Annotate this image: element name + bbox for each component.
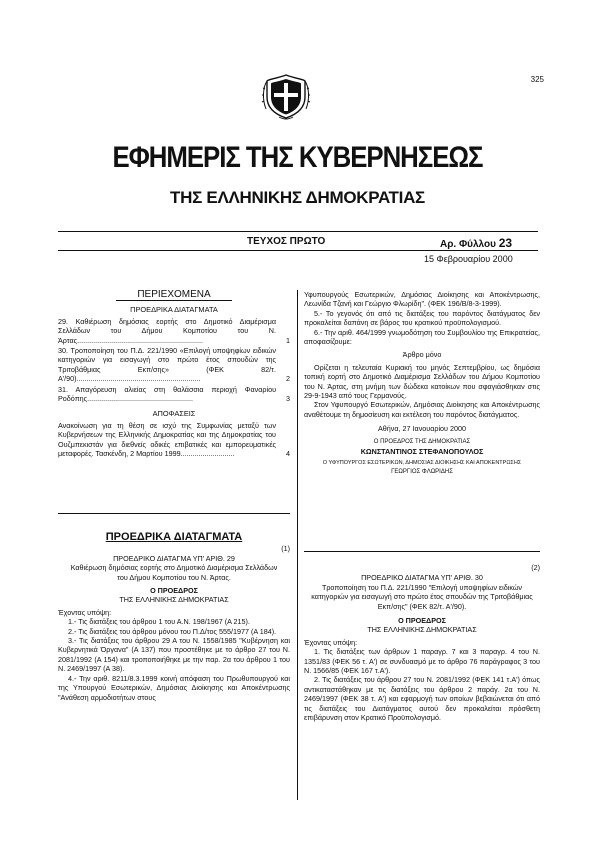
place-date: Αθήνα, 27 Ιανουαρίου 2000 — [378, 424, 466, 434]
decree-heading: ΠΡΟΕΔΡΙΚΟ ΔΙΑΤΑΓΜΑ ΥΠ' ΑΡΙΘ. 29 — [113, 553, 235, 563]
toc-item-page: 3 — [286, 394, 290, 404]
page-number: 325 — [530, 75, 544, 84]
paragraph: 4.- Την αριθ. 8211/8.3.1999 κοινή απόφαση του Πρωθυπουργού και της Υπουργού Εσωτερικών, Δημόσιας Διοίκησης και Αποκέντρωσης "Ανάθεση αρμοδιοτήτων στους — [58, 673, 290, 702]
toc-item-page: 2 — [286, 374, 290, 384]
paragraph: 1. Τις διατάξεις των άρθρων 1 παραγρ. 7 και 3 παραγρ. 4 του Ν. 1351/83 (ΦΕΚ 56 τ. Α') σε συνδυασμό με το άρθρο 76 παράγραφος 3 του Ν. 1566/85 (ΦΕΚ 167 τ.Α'). — [304, 647, 540, 676]
sheet-label: Αρ. Φύλλου — [440, 239, 496, 250]
coat-of-arms-icon — [261, 69, 311, 121]
decisions-heading: ΑΠΟΦΑΣΕΙΣ — [152, 409, 196, 419]
republic-heading: ΤΗΣ ΕΛΛΗΝΙΚΗΣ ΔΗΜΟΚΡΑΤΙΑΣ — [119, 595, 229, 605]
decree-29-left — [58, 533, 290, 702]
having-regard: Έχοντας υπόψη: — [304, 637, 358, 647]
issue-date: 15 Φεβρουαρίου 2000 — [424, 254, 513, 264]
decree-heading: ΠΡΟΕΔΡΙΚΟ ΔΙΑΤΑΓΜΑ ΥΠ' ΑΡΙΘ. 30 — [361, 573, 483, 583]
president-heading: Ο ΠΡΟΕΔΡΟΣ — [150, 586, 198, 596]
decree-29-right — [304, 290, 540, 477]
toc-item-page: 1 — [286, 335, 290, 345]
contents-heading-underline — [116, 300, 232, 301]
decree-separator-rule — [304, 551, 540, 552]
decree-marker: (2) — [531, 563, 540, 572]
decrees-heading: ΠΡΟΕΔΡΙΚΑ ΔΙΑΤΑΓΜΑΤΑ — [130, 305, 218, 315]
contents-section — [58, 290, 290, 459]
republic-heading: ΤΗΣ ΕΛΛΗΝΙΚΗΣ ΔΗΜΟΚΡΑΤΙΑΣ — [367, 625, 477, 635]
toc-item — [58, 385, 290, 404]
signer-name: ΚΩΝΣΤΑΝΤΙΝΟΣ ΣΤΕΦΑΝΟΠΟΥΛΟΣ — [360, 447, 484, 457]
gazette-subtitle: ΤΗΣ ΕΛΛΗΝΙΚΗΣ ΔΗΜΟΚΡΑΤΙΑΣ — [170, 188, 425, 207]
decree-subject: Καθιέρωση δημόσιας εορτής στο Δημοτικό Διαμέρισμα Σελλάδων του Δήμου Κομποτίου του Ν. Άρτας. — [70, 563, 278, 582]
decree-30 — [304, 563, 540, 723]
decree-subject: Τροποποίηση του Π.Δ. 221/1990 "Επιλογή υποψηφίων ειδικών κατηγοριών για εισαγωγή στο πρώτο έτος σπουδών της Τριτοβάθμιας Εκπ/σης" (ΦΕΚ 82/τ. Α'/90). — [311, 582, 533, 611]
sheet-value: 23 — [498, 236, 513, 250]
decrees-section-title: ΠΡΟΕΔΡΙΚΑ ΔΙΑΤΑΓΜΑΤΑ — [105, 531, 243, 543]
decree-marker: (1) — [281, 544, 290, 554]
signer-role: Ο ΠΡΟΕΔΡΟΣ ΤΗΣ ΔΗΜΟΚΡΑΤΙΑΣ — [373, 438, 471, 445]
toc-item-text: 31. Απαγόρευση αλιείας στη θαλάσσια περιοχή Φαναρίου Ροδόπης..................................................... — [58, 384, 276, 404]
paragraph: 2. Τις διατάξεις του άρθρου 27 του Ν. 2081/1992 (ΦΕΚ 141 τ.Α') όπως αντικαταστάθηκαν με τις διατάξεις του άρθρου 2 παράγ. 2α του Ν. 2469/1997 (ΦΕΚ 38 τ. Α') και εφαρμογή των οποίων βεβαιώνεται ότι από τις διατάξεις του Διατάγματος αυτού δεν προκαλείται πρόσθετη επιβάρυνση στον Κρατικό Προϋπολογισμό. — [304, 675, 540, 723]
toc-item-page: 4 — [286, 449, 290, 459]
toc-item — [58, 346, 290, 384]
publication-clause: Στον Υφυπουργό Εσωτερικών, Δημόσιας Διοίκησης και Αποκέντρωσης αναθέτουμε τη δημοσίευση και εκτέλεση του παρόντος διατάγματος. — [304, 400, 540, 419]
minister-role: Ο ΥΦΥΠΟΥΡΓΟΣ ΕΣΩΤΕΡΙΚΩΝ, ΔΗΜΟΣΙΑΣ ΔΙΟΙΚΗΣΗΣ ΚΑΙ ΑΠΟΚΕΝΤΡΩΣΗΣ — [322, 459, 522, 466]
header-rule — [58, 231, 538, 232]
gazette-title: ΕΦΗΜΕΡΙΣ ΤΗΣ ΚΥΒΕΡΝΗΣΕΩΣ — [112, 141, 483, 174]
contents-heading: ΠΕΡΙΕΧΟΜΕΝΑ — [137, 289, 211, 300]
paragraph: Υφυπουργούς Εσωτερικών, Δημόσιας Διοίκησης και Αποκέντρωσης, Λεωνίδα Τζανή και Γεώργιο Φλωρίδη". (ΦΕΚ 196/Β/8-3-1999). — [304, 290, 540, 309]
paragraph: 1.- Τις διατάξεις του άρθρου 1 του Α.Ν. 198/1967 (Α 215). — [68, 617, 250, 627]
paragraph: 5.- Το γεγονός ότι από τις διατάξεις του παρόντος διατάγματος δεν προκαλείται δαπάνη σε βάρος του κρατικού προϋπολογισμού. — [304, 308, 540, 328]
minister-name: ΓΕΩΡΓΙΟΣ ΦΛΩΡΙΔΗΣ — [391, 468, 453, 475]
having-regard: Έχοντας υπόψη: — [58, 607, 112, 617]
sheet-number — [440, 236, 512, 250]
paragraph: 3.- Τις διατάξεις του άρθρου 29 Α του Ν. 1558/1985 "Κυβέρνηση και Κυβερνητικά Όργανα" (Α 137) που προστέθηκε με το άρθρο 27 του Ν. 2081/1992 (Α 154) και τροποποιήθηκε με την παρ. 2α του άρθρου 1 του Ν. 2469/1997 (Α 38). — [58, 636, 290, 674]
toc-item-text: Ανακοίνωση για τη θέση σε ισχύ της Συμφωνίας μεταξύ των Κυβερνήσεων της Ελληνικής Δημοκρατίας και της Δημοκρατίας του Ουζμπεκιστάν για διεθνείς οδικές επιβατικές και εμπορευματικές μεταφορές. Τασκένδη, 2 Μαρτίου 1999........................... — [58, 420, 276, 459]
paragraph: 6.- Την αριθ. 464/1999 γνωμοδότηση του Συμβουλίου της Επικρατείας, αποφασίζουμε: — [304, 327, 540, 347]
toc-item — [58, 317, 290, 345]
column-divider — [297, 290, 298, 800]
toc-item-text: 30. Τροποποίηση του Π.Δ. 221/1990 «Επιλογή υποψηφίων ειδικών κατηγοριών για εισαγωγή στο πρώτο έτος σπουδών της Τριτοβάθμιας Εκπ/σης» (ΦΕΚ 82/τ. Α'/90).............................................................. — [58, 346, 276, 384]
paragraph: 2.- Τις διατάξεις του άρθρου μόνου του Π.Δ/τος 555/1977 (Α 184). — [68, 626, 277, 636]
header-rule-2 — [58, 250, 538, 251]
toc-decision-item — [58, 421, 290, 459]
toc-item-text: 29. Καθιέρωση δημόσιας εορτής στο Δημοτικό Διαμέρισμα Σελλάδων του Δήμου Κομποτίου του Ν. Άρτας............................................................... — [58, 316, 276, 345]
issue-label: ΤΕΥΧΟΣ ΠΡΩΤΟ — [247, 236, 326, 247]
contents-end-rule — [58, 513, 290, 514]
article-heading: Άρθρο μόνο — [402, 350, 442, 360]
article-text: Ορίζεται η τελευταία Κυριακή του μηνός Σεπτεμβρίου, ως δημόσια τοπική εορτή στο Δημοτικό Διαμέρισμα Σελλάδων του Δήμου Κομποτίου του Ν. Άρτας, στη μνήμη των δώδεκα κατοίκων που σφαγιάσθηκαν στις 29-9-1943 από τους Γερμανούς. — [304, 362, 540, 401]
president-heading: Ο ΠΡΟΕΔΡΟΣ — [398, 616, 446, 626]
